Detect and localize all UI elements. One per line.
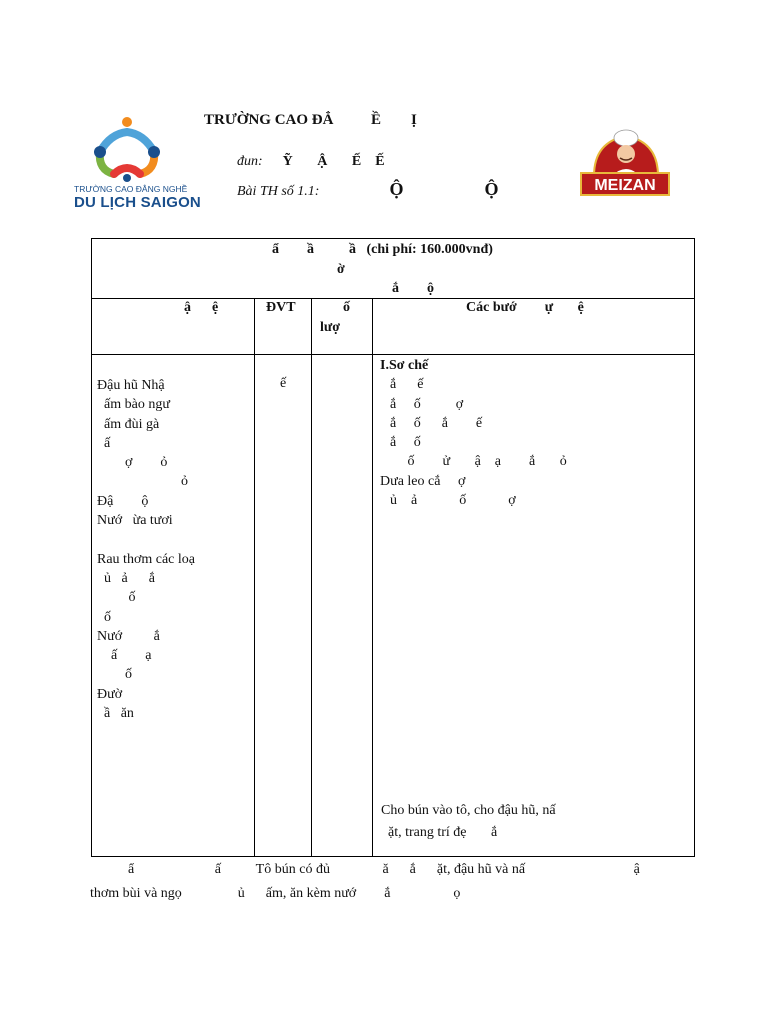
serving-instructions [381, 800, 556, 844]
ingredient-item: ấ [97, 435, 111, 451]
ingredient-item: Đậu hũ Nhậ [97, 378, 165, 393]
step-item: ắ ế [390, 377, 424, 393]
school-logo-line2: DU LỊCH SAIGON [74, 194, 201, 211]
ingredient-item: ủ ả ắ [97, 570, 155, 586]
ingredient-list [97, 376, 195, 723]
table-title-line1: ẩ ầ ầ (chi phí: 160.000vnđ) [272, 242, 493, 257]
school-title: TRƯỜNG CAO ĐẲ Ề Ị [204, 112, 417, 128]
exercise-label: Bài TH số 1.1: [237, 184, 320, 199]
ingredient-item: ố [97, 609, 111, 625]
module-name: Ỹ Ậ Ế Ế [282, 154, 385, 169]
exercise-name: Ộ Ộ [389, 179, 499, 199]
table-title-line2: ờ [337, 262, 345, 277]
ingredient-item: Rau thơm các loạ [97, 551, 195, 567]
ingredient-item: ỏ [97, 474, 188, 490]
step-item: ắ ố ắ ế [390, 415, 483, 431]
ingredient-item: ố [97, 667, 132, 683]
table-title-line3: ắ ộ [392, 281, 434, 296]
meizan-logo [580, 128, 672, 198]
ingredient-item: Nướ ừa tươi [97, 513, 173, 529]
step-item: Dưa leo cắ ợ [380, 473, 466, 489]
chef-icon [580, 128, 672, 178]
ingredient-item: ấ ạ [97, 648, 152, 664]
ingredient-item [97, 530, 195, 549]
col-header-unit: ĐVT [266, 300, 296, 315]
col-header-steps: Các bướ ự ệ [466, 300, 584, 315]
ingredient-item: ố [97, 590, 136, 606]
ingredient-item: ợ ỏ [97, 455, 168, 471]
ingredient-item: Nướ ắ [97, 628, 160, 644]
serve-line-1: Cho bún vào tô, cho đậu hũ, nấ [381, 803, 556, 818]
step-item: ắ ố [390, 435, 421, 451]
ingredient-item: ầ ăn [97, 706, 134, 722]
school-logo [70, 112, 201, 214]
exercise-line [230, 163, 498, 200]
ingredient-item: Đậ ộ [97, 493, 149, 509]
col-header-ingredients: ậ ệ [184, 300, 219, 315]
step-item: ắ ố ợ [390, 396, 464, 412]
ingredient-item: ấm bào ngư [97, 397, 170, 413]
meizan-brand: MEIZAN [580, 172, 670, 196]
module-label: đun: [237, 154, 263, 169]
step-item: ủ ả ố ợ [390, 493, 516, 509]
step-item: ố ử ậ ạ ắ ỏ [390, 454, 567, 470]
ingredient-item: ấm đùi gà [97, 416, 160, 432]
unit-cell: ế [280, 376, 287, 391]
requirement-line-2: thơm bùi và ngọ ủ ấm, ăn kèm nướ ắ ọ [90, 886, 461, 901]
school-logo-mark [70, 112, 190, 186]
steps-list [380, 356, 567, 510]
col-header-qty-line2: lượ [320, 320, 341, 335]
col-header-qty-line1: ố [343, 300, 350, 315]
ingredient-item: Đườ [97, 686, 123, 702]
product-requirement [90, 858, 640, 906]
steps-title: I.Sơ chế [380, 358, 429, 373]
school-logo-line1: TRƯỜNG CAO ĐẲNG NGHỀ [74, 184, 188, 194]
requirement-line-1: ẩ ấ Tô bún có đủ ă ắ ặt, đậu hũ và nấ ậ [128, 862, 640, 877]
serve-line-2: ặt, trang trí đẹ ắ [381, 825, 498, 840]
